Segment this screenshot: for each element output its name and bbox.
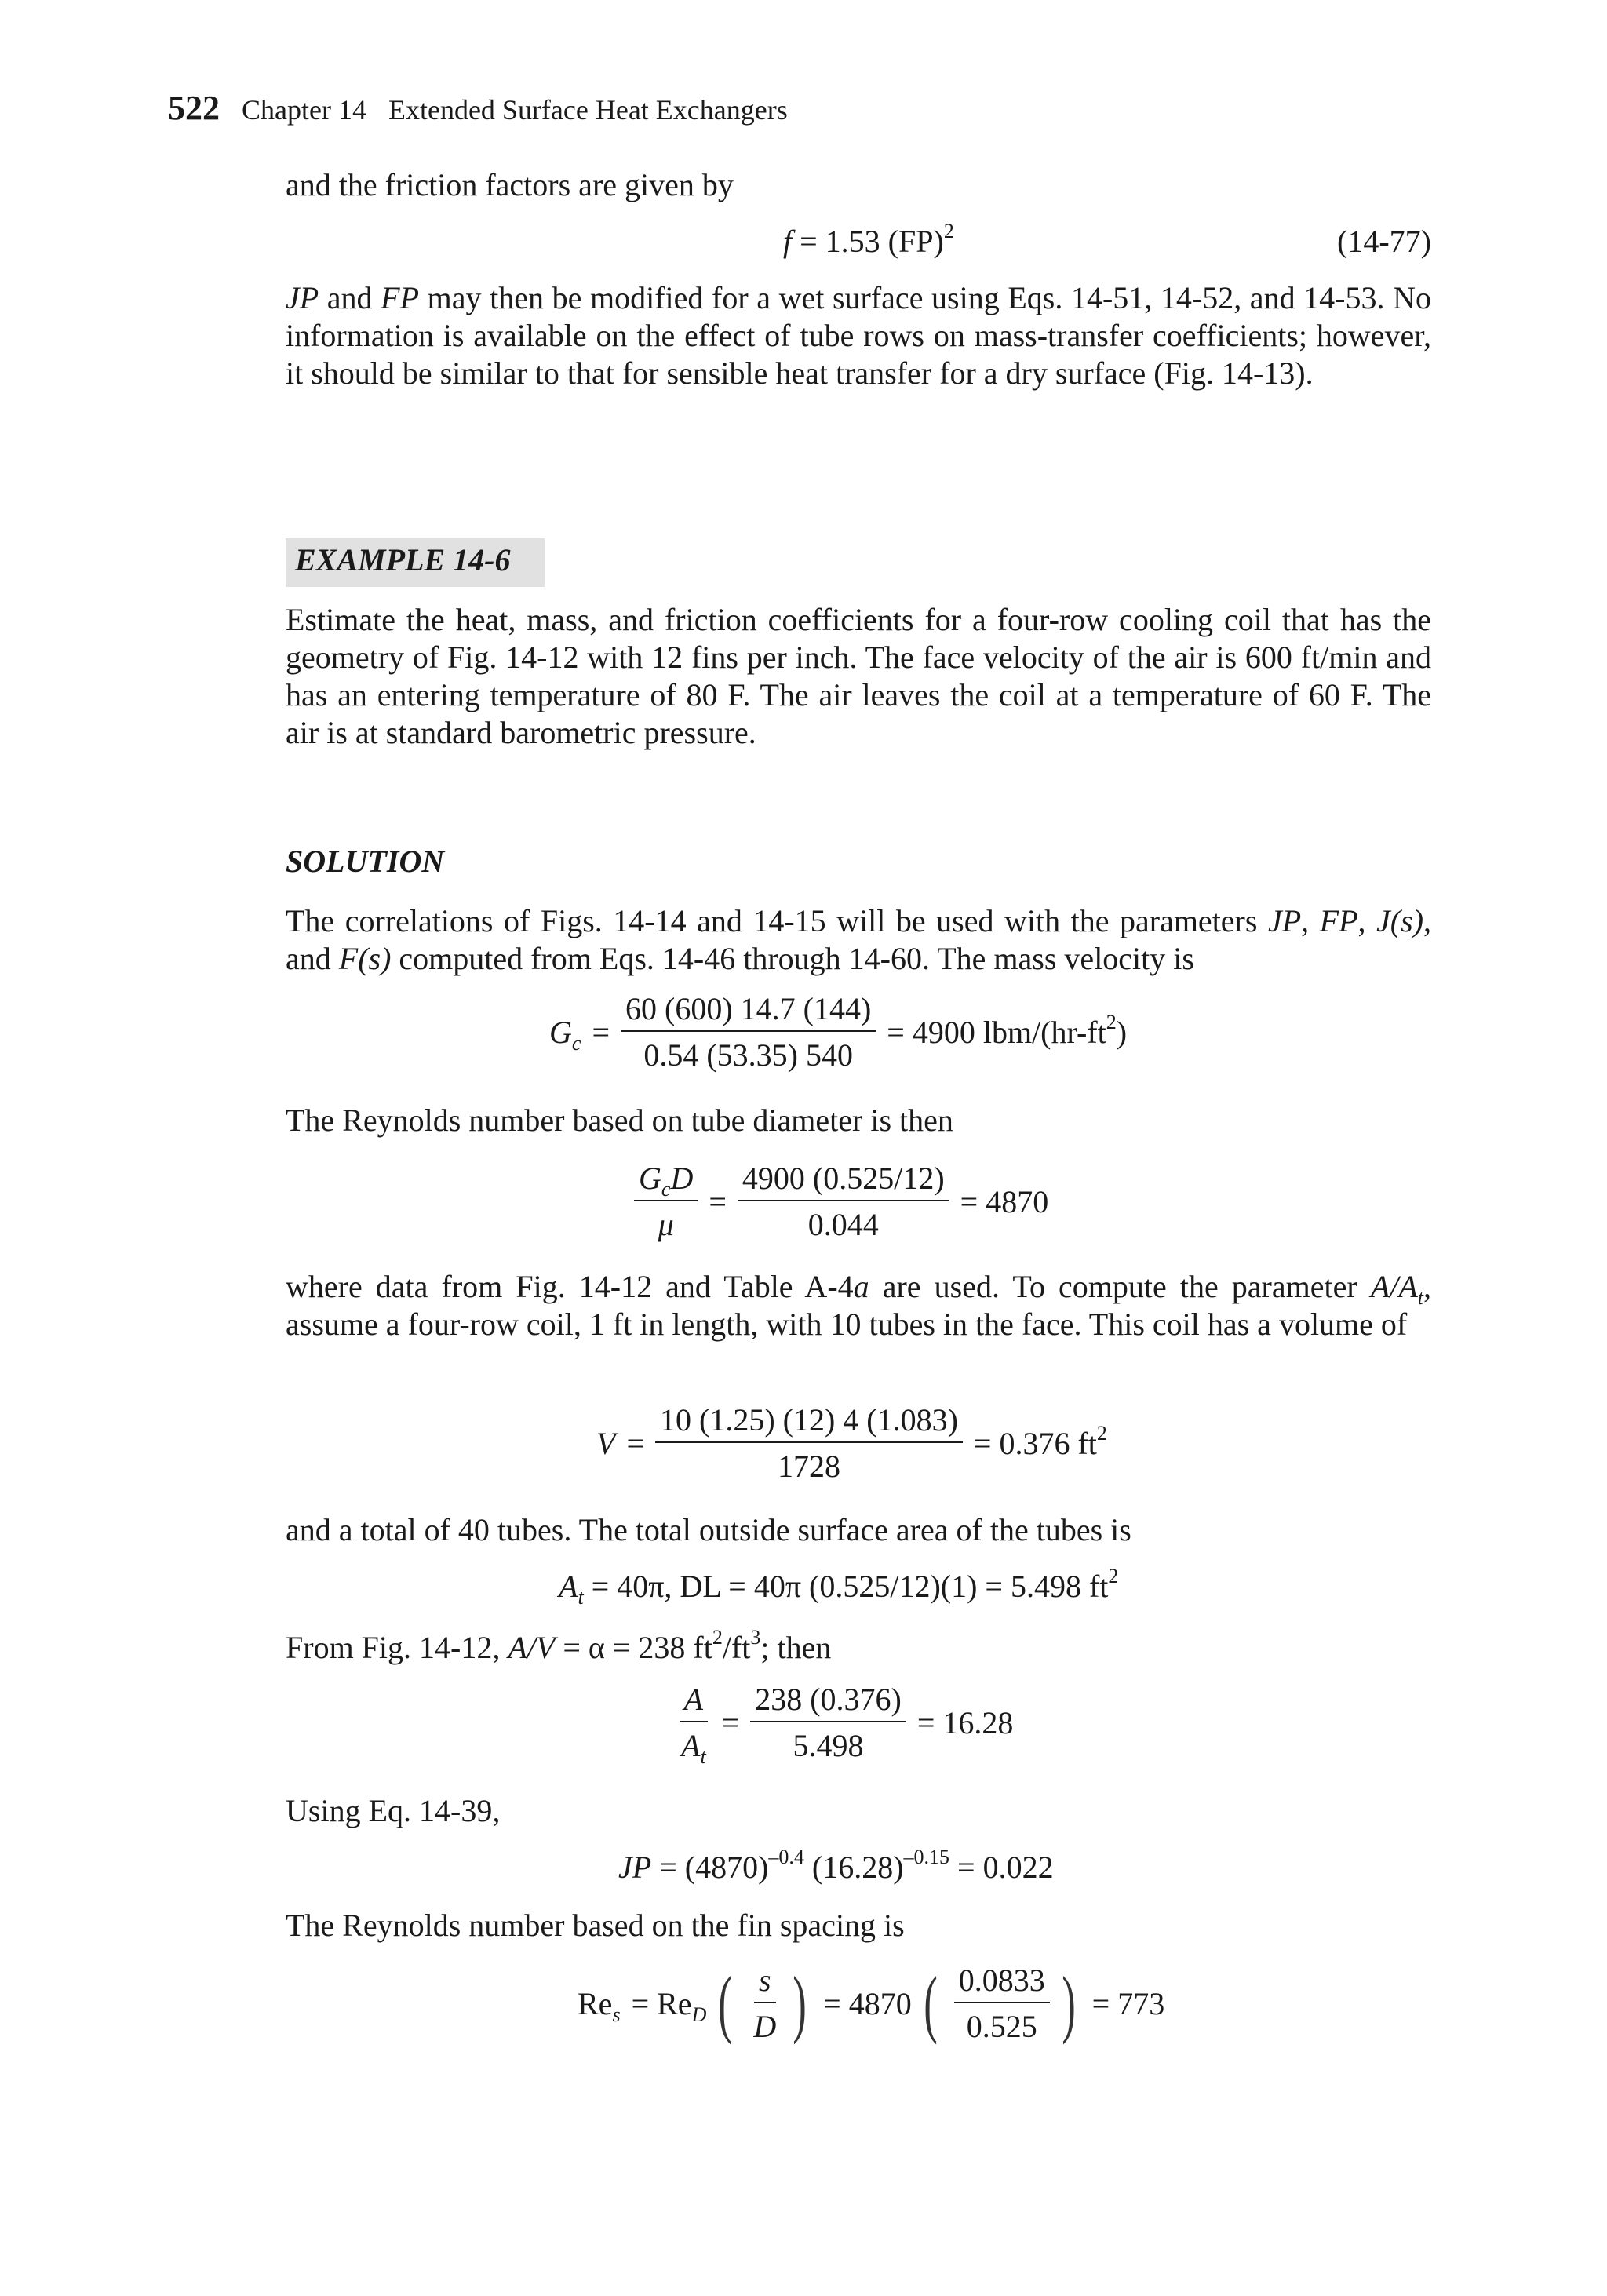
text: ; then — [760, 1630, 832, 1665]
fraction — [738, 1160, 949, 1243]
exponent: 2 — [1096, 1421, 1107, 1445]
term-jp: JP — [286, 280, 319, 315]
page-number: 522 — [168, 89, 220, 127]
fraction — [655, 1401, 963, 1485]
denominator: 0.525 — [966, 2009, 1037, 2044]
text: computed from Eqs. 14-46 through 14-60. The mass velocity is — [391, 941, 1194, 976]
subscript: t — [700, 1745, 706, 1769]
symbol: JP — [618, 1850, 652, 1885]
solution-paragraph-4: and a total of 40 tubes. The total outside surface area of the tubes is — [286, 1512, 1131, 1547]
exponent: 2 — [1106, 1010, 1117, 1033]
paragraph-wet-surface — [286, 279, 1431, 392]
subscript: t — [1417, 1286, 1423, 1310]
example-title: EXAMPLE 14-6 — [295, 542, 511, 578]
text: /ft — [722, 1630, 751, 1665]
text: and — [319, 280, 381, 315]
eq-lhs: V — [596, 1425, 616, 1461]
subscript: c — [571, 1031, 581, 1055]
symbol: A — [559, 1569, 578, 1604]
numerator: 238 (0.376) — [750, 1681, 906, 1722]
solution-paragraph-3 — [286, 1268, 1431, 1343]
text: are used. To compute the parameter — [869, 1269, 1371, 1304]
term-js: J(s) — [1376, 903, 1424, 938]
exponent: –0.4 — [768, 1845, 804, 1868]
denominator: 0.54 (53.35) 540 — [643, 1037, 853, 1073]
denominator: μ — [658, 1207, 674, 1242]
solution-paragraph-2: The Reynolds number based on tube diameter is then — [286, 1102, 953, 1138]
text: = 4870 — [823, 1985, 912, 2021]
eq-rhs: = 773 — [1091, 1985, 1165, 2021]
numerator: 0.0833 — [954, 1962, 1050, 2003]
solution-paragraph-6: Using Eq. 14-39, — [286, 1793, 501, 1828]
text: = 40π, DL = 40π (0.525/12)(1) = 5.498 ft — [583, 1569, 1109, 1604]
eq-exponent: 2 — [943, 219, 954, 242]
running-head — [168, 88, 788, 132]
eq-lhs — [549, 1014, 581, 1055]
text: = 4900 lbm/(hr-ft — [887, 1014, 1106, 1050]
text: From Fig. 14-12, — [286, 1630, 508, 1665]
left-paren: ( — [923, 1961, 938, 2045]
fraction — [750, 1681, 906, 1764]
equals: = — [721, 1704, 740, 1740]
text: = 0.376 ft — [973, 1425, 1097, 1461]
equation-tube-area — [559, 1564, 1119, 1609]
denominator — [676, 1722, 711, 1769]
exponent: 2 — [1108, 1564, 1119, 1587]
text: = α = 238 ft — [555, 1630, 712, 1665]
eq-rhs: = 1.53 (FP) — [800, 224, 944, 259]
text: = (4870) — [651, 1850, 769, 1885]
term-fs: F(s) — [338, 941, 392, 976]
fraction — [676, 1681, 711, 1769]
term-fp: FP — [1319, 903, 1358, 938]
exponent: –0.15 — [903, 1845, 950, 1868]
equation-mass-velocity — [549, 990, 1138, 1073]
subscript: D — [691, 2003, 707, 2026]
equation-area-ratio — [676, 1681, 1024, 1769]
eq-rhs: = 4870 — [960, 1183, 1049, 1219]
text: (16.28) — [804, 1850, 904, 1885]
denominator: 0.044 — [807, 1207, 879, 1242]
eq-rhs — [973, 1421, 1107, 1462]
numerator: 4900 (0.525/12) — [738, 1160, 949, 1201]
left-paren: ( — [718, 1961, 733, 2045]
exponent: 3 — [750, 1625, 761, 1649]
text: ) — [1116, 1014, 1128, 1050]
text: = Re — [631, 1985, 692, 2021]
text: = 0.022 — [949, 1850, 1054, 1885]
subscript: c — [661, 1178, 671, 1201]
term: A/V — [508, 1630, 556, 1665]
text: The correlations of Figs. 14-14 and 14-15 will be used with the parameters — [286, 903, 1268, 938]
solution-paragraph-5 — [286, 1625, 1431, 1667]
solution-paragraph-1 — [286, 902, 1431, 978]
right-paren: ) — [793, 1961, 807, 2045]
eq-lhs — [578, 1985, 621, 2026]
equation-reynolds — [634, 1160, 1059, 1243]
fraction — [749, 1962, 781, 2045]
numerator: 60 (600) 14.7 (144) — [621, 990, 876, 1032]
numerator: 10 (1.25) (12) 4 (1.083) — [655, 1401, 963, 1443]
term: A/A — [1370, 1269, 1418, 1304]
term-fp: FP — [381, 280, 420, 315]
term-jp: JP — [1267, 903, 1302, 938]
symbol: G — [549, 1014, 572, 1050]
subscript: t — [578, 1586, 584, 1609]
fraction — [634, 1160, 698, 1243]
text: , — [1357, 903, 1377, 938]
text: Re — [578, 1985, 613, 2021]
equation-jp — [618, 1845, 1054, 1886]
subscript: s — [612, 2003, 621, 2026]
solution-title: SOLUTION — [286, 844, 445, 879]
exponent: 2 — [712, 1625, 723, 1649]
denominator: 5.498 — [793, 1728, 864, 1763]
fraction — [621, 990, 876, 1073]
text: , — [1301, 903, 1320, 938]
text: , and — [286, 903, 1432, 976]
right-paren: ) — [1061, 1961, 1076, 2045]
numerator — [634, 1160, 698, 1201]
equals: = — [626, 1425, 644, 1461]
symbol: A — [681, 1728, 701, 1763]
equals: = — [592, 1014, 610, 1050]
eq-lhs: f — [783, 224, 793, 259]
text: where data from Fig. 14-12 and Table A-4 — [286, 1269, 854, 1304]
numerator: s — [754, 1962, 776, 2003]
chapter-label: Chapter 14 — [242, 94, 366, 126]
equation-fin-spacing-reynolds — [578, 1962, 1175, 2045]
chapter-title: Extended Surface Heat Exchangers — [388, 94, 788, 126]
text: may then be modified for a wet surface using Eqs. 14-51, 14-52, and 14-53. No information is available on the effect of tube rows on mass-transfer coefficients; however, it should be similar to that for sensible heat transfer for a dry surface (Fig. 14-13). — [286, 280, 1431, 391]
symbol: G — [639, 1161, 661, 1196]
symbol: D — [670, 1161, 694, 1196]
paragraph-intro: and the friction factors are given by — [286, 167, 734, 202]
denominator: D — [753, 2009, 777, 2044]
fraction — [954, 1962, 1050, 2045]
equation-volume — [596, 1401, 1118, 1485]
equals: = — [709, 1183, 727, 1219]
eq-rhs — [887, 1010, 1128, 1051]
re-d — [631, 1985, 707, 2026]
numerator: A — [680, 1681, 708, 1722]
denominator: 1728 — [777, 1449, 840, 1484]
equation-number: (14-77) — [1337, 224, 1431, 259]
example-text: Estimate the heat, mass, and friction coefficients for a four-row cooling coil that has the geometry of Fig. 14-12 with 12 fins per inch. The face velocity of the air is 600 ft/min and has an entering temperature of 80 F. The air leaves the coil at a temperature of 60 F. The air is at standard barometric pressure. — [286, 602, 1431, 750]
eq-rhs: = 16.28 — [916, 1704, 1014, 1740]
text: , assume a four-row coil, 1 ft in length, with 10 tubes in the face. This coil has a volume of — [286, 1269, 1431, 1342]
text: a — [853, 1269, 869, 1304]
equation-14-77 — [783, 219, 954, 260]
solution-paragraph-7: The Reynolds number based on the fin spacing is — [286, 1908, 905, 1943]
